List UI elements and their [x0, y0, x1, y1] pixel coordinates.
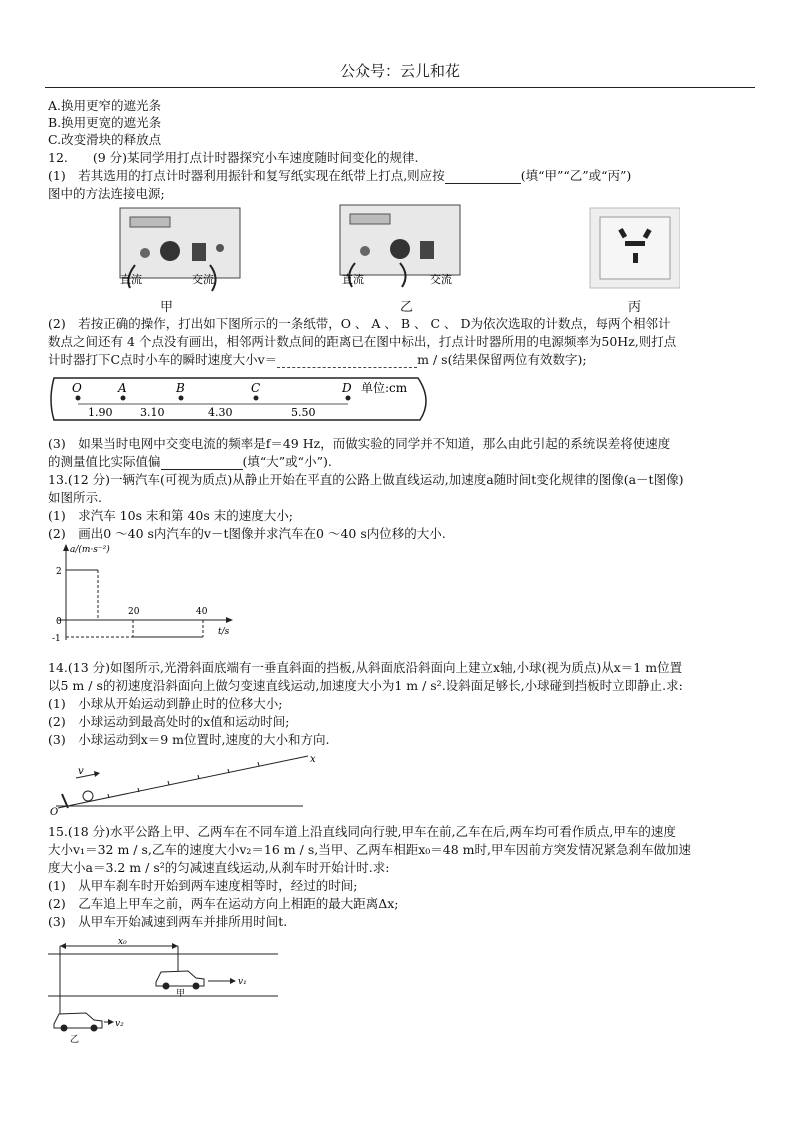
q14-line1: 14.(13 分)如图所示,光滑斜面底端有一垂直斜面的挡板,从斜面底沿斜面向上建立x轴,小球(视为质点)从x＝1 m位置: [48, 660, 683, 675]
answer-blank-1: [445, 171, 521, 184]
q13-line2: 如图所示.: [48, 490, 102, 505]
q12-part2-line3: [48, 352, 587, 368]
wall-socket-bing: [590, 208, 680, 288]
tape-gap-3: 4.30: [208, 406, 233, 419]
option-a: A.换用更窄的遮光条: [48, 98, 162, 113]
a-axis-label: a/(m·s⁻²): [70, 545, 110, 555]
q12-part3-line2: [48, 454, 332, 470]
answer-blank-3: [161, 457, 243, 470]
tape-label-b: B: [176, 381, 185, 395]
tick-y-0: 0: [56, 617, 62, 627]
q15-line1: 15.(18 分)水平公路上甲、乙两车在不同车道上沿直线同向行驶,甲车在前,乙车在后,两车均可看作质点,甲车的速度: [48, 824, 676, 839]
caption-jia: 甲: [160, 300, 174, 315]
car-jia-label: 甲: [176, 989, 186, 999]
incline-v-label: v: [78, 766, 84, 777]
q12-part2-line2: 数点之间还有 4 个点没有画出，相邻两计数点间的距离已在图中标出，打点计时器所用的电源频率为50Hz,则打点: [48, 334, 677, 349]
q12-part3-text-b: 的测量值比实际值偏: [48, 454, 161, 469]
caption-bing: 丙: [628, 300, 642, 315]
incline-origin-label: O: [50, 807, 59, 816]
q12-part1-line1: [48, 168, 631, 184]
q12-part2-text-c: 计时器打下C点时小车的瞬时速度大小v＝: [48, 352, 278, 367]
q14-part1: (1) 小球从开始运动到静止时的位移大小;: [48, 696, 283, 711]
q12-part1-line2: 图中的方法连接电源;: [48, 186, 165, 201]
v1-label: v₁: [238, 977, 247, 987]
caption-yi: 乙: [400, 300, 414, 315]
q12-part3-line1: (3) 如果当时电网中交变电流的频率是f＝49 Hz，而做实验的同学并不知道，那么由此引起的系统误差将使速度: [48, 436, 671, 451]
incline-x-label: x: [310, 754, 316, 765]
q15-line3: 度大小a＝3.2 m / s²的匀减速直线运动,从刹车时开始计时.求:: [48, 860, 390, 875]
cars-figure: [48, 936, 278, 1046]
yi-dc-label: 直流: [342, 273, 364, 286]
car-yi-icon: [54, 1013, 102, 1032]
paper-tape-figure: [48, 370, 438, 428]
q14-part2: (2) 小球运动到最高处时的x值和运动时间;: [48, 714, 290, 729]
q15-part2: (2) 乙车追上甲车之前，两车在运动方向上相距的最大距离Δx;: [48, 896, 399, 911]
x0-label: x₀: [118, 937, 127, 947]
q13-part2: (2) 画出0 ～40 s内汽车的v－t图像并求汽车在0 ～40 s内位移的大小.: [48, 526, 446, 541]
tape-label-o: O: [72, 381, 82, 395]
q14-line2: 以5 m / s的初速度沿斜面向上做匀变速直线运动,加速度大小为1 m / s².设斜面足够长,小球碰到挡板时立即静止.求:: [48, 678, 683, 693]
answer-blank-2: [277, 355, 417, 368]
tape-gap-1: 1.90: [88, 406, 113, 419]
yi-ac-label: 交流: [430, 273, 452, 286]
jia-dc-label: 直流: [120, 273, 142, 286]
tape-label-c: C: [251, 381, 261, 395]
incline-figure: [48, 750, 328, 816]
q15-part3: (3) 从甲车开始减速到两车并排所用时间t.: [48, 914, 288, 929]
tape-unit: 单位:cm: [361, 381, 408, 395]
v2-label: v₂: [115, 1019, 124, 1029]
q13-part1: (1) 求汽车 10s 末和第 40s 末的速度大小;: [48, 508, 293, 523]
t-axis-label: t/s: [218, 627, 230, 637]
q12-part2-text-d: m / s(结果保留两位有效数字);: [417, 352, 587, 367]
jia-ac-label: 交流: [192, 273, 214, 286]
tape-gap-4: 5.50: [291, 406, 316, 419]
tape-label-a: A: [118, 381, 127, 395]
q13-line1: 13.(12 分)一辆汽车(可视为质点)从静止开始在平直的公路上做直线运动,加速度a随时间t变化规律的图像(a－t图像): [48, 472, 684, 487]
q12-title: 12. (9 分)某同学用打点计时器探究小车速度随时间变化的规律.: [48, 150, 419, 165]
q14-part3: (3) 小球运动到x＝9 m位置时,速度的大小和方向.: [48, 732, 330, 747]
tick-x-20: 20: [128, 607, 140, 617]
tick-y-neg1: -1: [52, 634, 61, 644]
q15-part1: (1) 从甲车刹车时开始到两车速度相等时，经过的时间;: [48, 878, 358, 893]
car-jia-icon: [156, 971, 204, 990]
q15-line2: 大小v₁＝32 m / s,乙车的速度大小v₂＝16 m / s,当甲、乙两车相距x₀＝48 m时,甲车因前方突发情况紧急刹车做加速: [48, 842, 691, 857]
q12-part1-text-a: (1) 若其选用的打点计时器利用振针和复写纸实现在纸带上打点,则应按: [48, 168, 445, 183]
tick-x-40: 40: [196, 607, 208, 617]
car-yi-label: 乙: [70, 1035, 80, 1045]
tape-label-d: D: [342, 381, 352, 395]
q12-part2-line1: (2) 若按正确的操作，打出如下图所示的一条纸带，O 、 A 、 B 、 C 、 D为依次选取的计数点，每两个相邻计: [48, 316, 671, 331]
option-b: B.换用更宽的遮光条: [48, 115, 162, 130]
option-c: C.改变滑块的释放点: [48, 132, 162, 147]
q12-part1-text-b: (填“甲”“乙”或“丙”): [520, 168, 632, 183]
power-supply-figures: [100, 203, 680, 313]
tick-y-2: 2: [56, 567, 62, 577]
tape-gap-2: 3.10: [140, 406, 165, 419]
q12-part3-text-c: (填“大”或“小”).: [242, 454, 332, 469]
page-header: 公众号：云儿和花: [339, 62, 460, 80]
header-rule: [45, 87, 755, 88]
a-t-graph: [48, 540, 248, 650]
